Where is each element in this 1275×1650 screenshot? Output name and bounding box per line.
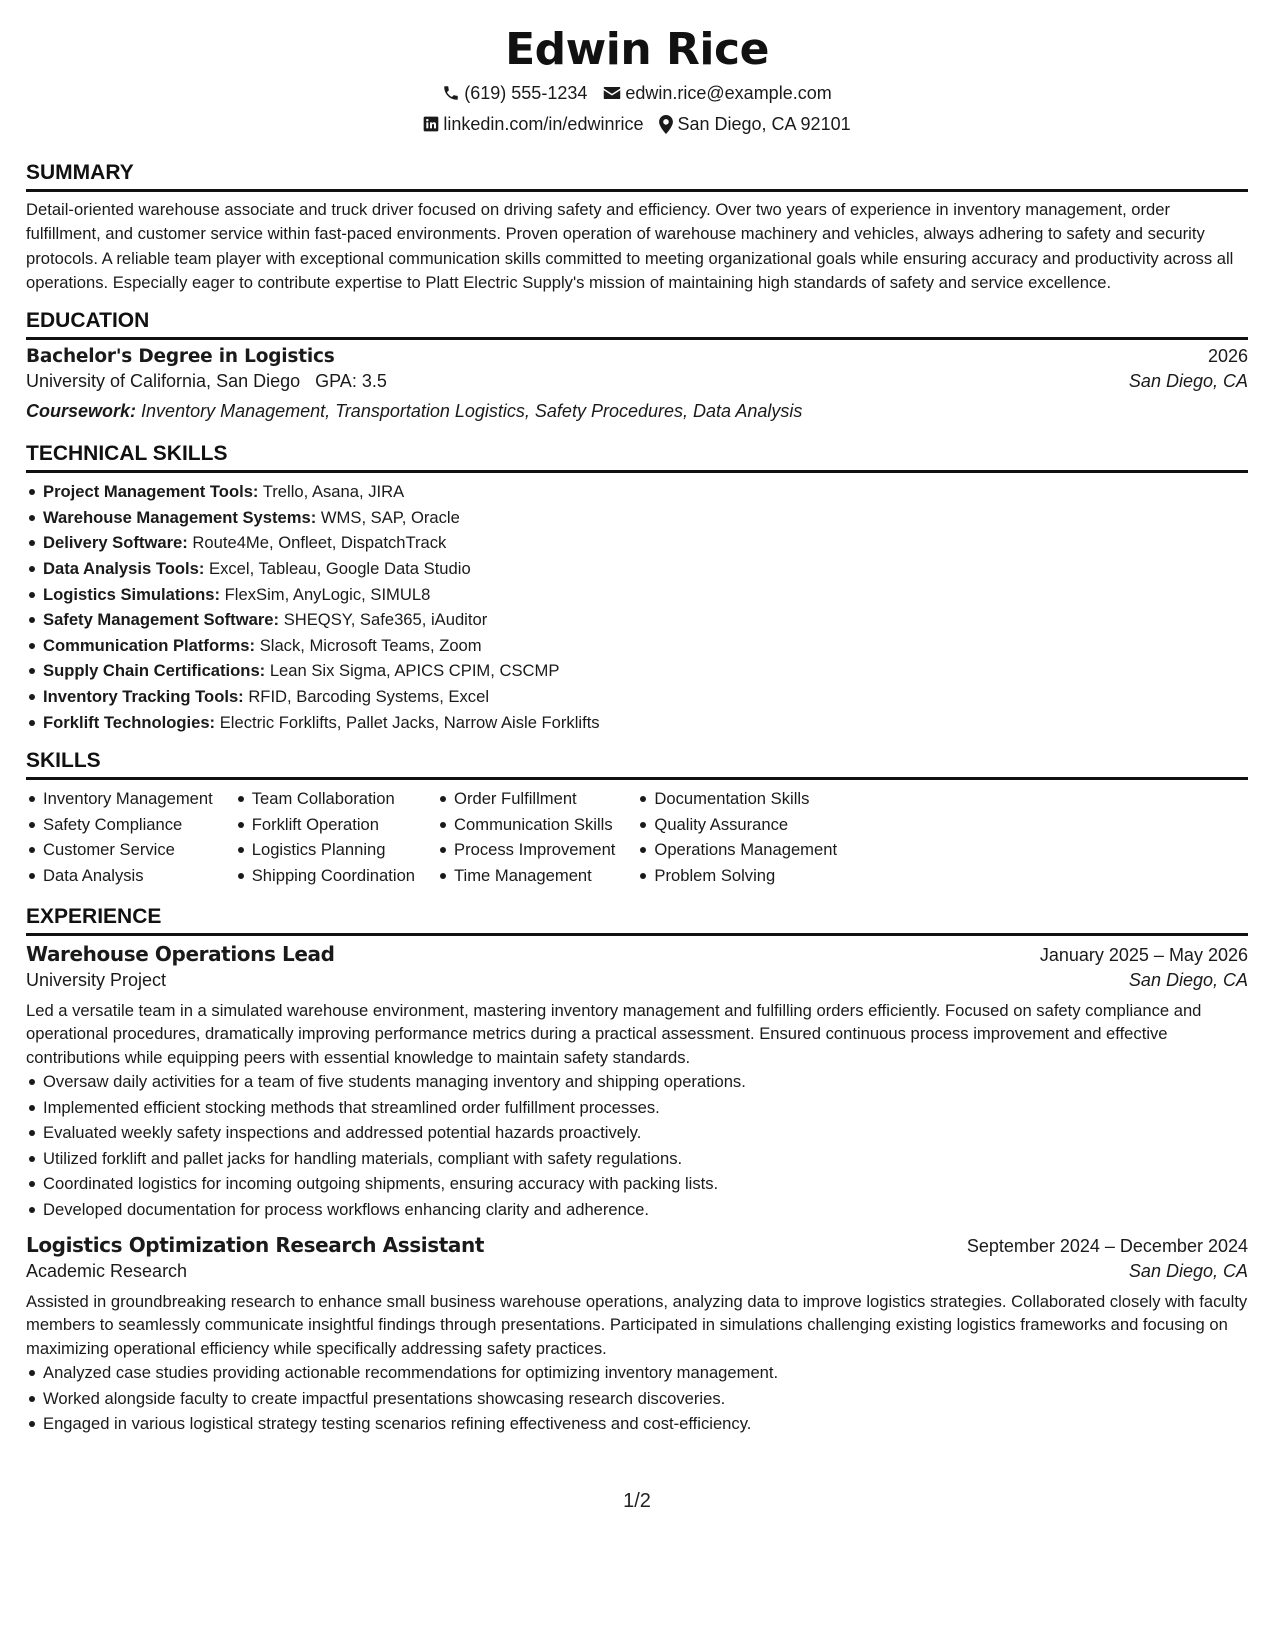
job-bullet: Engaged in various logistical strategy testing scenarios refining effectiveness and cost-efficiency. <box>26 1411 1248 1437</box>
technical-skill-item <box>26 607 1248 633</box>
graduation-year: 2026 <box>1207 346 1248 367</box>
technical-skill-value: SHEQSY, Safe365, iAuditor <box>283 610 488 630</box>
technical-skill-value: RFID, Barcoding Systems, Excel <box>248 686 490 706</box>
location-text: San Diego, CA 92101 <box>677 114 851 134</box>
email-text: edwin.rice@example.com <box>625 83 832 103</box>
skills-column-list <box>437 786 615 888</box>
technical-skill-value: FlexSim, AnyLogic, SIMUL8 <box>224 584 431 604</box>
technical-skill-item <box>26 505 1248 531</box>
skill-item: Shipping Coordination <box>235 863 415 889</box>
skill-item: Order Fulfillment <box>437 786 615 812</box>
technical-skill-label: Project Management Tools: <box>43 482 259 502</box>
job-title: Logistics Optimization Research Assistant <box>26 1232 484 1257</box>
technical-skill-label: Warehouse Management Systems: <box>43 507 317 527</box>
job-bullet: Coordinated logistics for incoming outgoing shipments, ensuring accuracy with packing lists. <box>26 1171 1248 1197</box>
technical-skill-label: Forklift Technologies: <box>43 712 216 732</box>
summary-heading: SUMMARY <box>26 159 1248 192</box>
skill-item: Time Management <box>437 863 615 889</box>
skill-item: Forklift Operation <box>235 812 415 838</box>
skill-item: Communication Skills <box>437 812 615 838</box>
page-number: 1/2 <box>623 1490 651 1512</box>
school-info <box>26 367 387 396</box>
technical-skill-item <box>26 530 1248 556</box>
school-name: University of California, San Diego <box>26 371 301 392</box>
job-dates: September 2024 – December 2024 <box>966 1235 1248 1256</box>
skills-column <box>26 786 213 888</box>
skill-item: Customer Service <box>26 837 213 863</box>
job-org-row <box>26 966 1248 995</box>
job-location: San Diego, CA <box>1128 1260 1248 1281</box>
phone-contact[interactable] <box>442 80 587 106</box>
technical-skill-item <box>26 658 1248 684</box>
education-degree-row <box>26 346 1248 367</box>
skill-item: Logistics Planning <box>235 837 415 863</box>
coursework-label: Coursework: <box>26 401 137 422</box>
coursework-list: Inventory Management, Transportation Logistics, Safety Procedures, Data Analysis <box>141 401 803 422</box>
job-org-row <box>26 1257 1248 1286</box>
technical-skills-list <box>26 479 1248 735</box>
degree-title: Bachelor's Degree in Logistics <box>26 346 335 368</box>
technical-skill-label: Logistics Simulations: <box>43 584 221 604</box>
skills-column-list <box>637 786 837 888</box>
job-description: Assisted in groundbreaking research to enhance small business warehouse operations, analyzing data to improve logistics strategies. Collaborated closely with faculty members to seamlessly communicate insightful findings through presentations. Participated in simulations challenging existing logistics frameworks and focusing on maximizing operational efficiency while specifically addressing safety practices. <box>26 1291 1248 1358</box>
summary-text: Detail-oriented warehouse associate and truck driver focused on driving safety and efficiency. Over two years of experience in inventory management, order fulfillment, and customer service within fast-paced environments. Proven operation of warehouse machinery and vehicles, always adhering to safety and security protocols. A reliable team player with exceptional communication skills committed to meeting organizational goals while ensuring accuracy and productivity across all operations. Especially eager to contribute expertise to Platt Electric Supply's mission of maintaining high standards of safety and service excellence. <box>26 200 1234 292</box>
education-school-row <box>26 367 1248 396</box>
education-heading: EDUCATION <box>26 307 1248 340</box>
skills-column <box>437 786 615 888</box>
linkedin-text: linkedin.com/in/edwinrice <box>443 114 644 134</box>
technical-skill-label: Delivery Software: <box>43 533 188 553</box>
skill-item: Documentation Skills <box>637 786 837 812</box>
experience-entry <box>26 1233 1248 1437</box>
skill-item: Data Analysis <box>26 863 213 889</box>
technical-skills-heading: TECHNICAL SKILLS <box>26 440 1248 473</box>
contact-row-1 <box>26 80 1248 106</box>
experience-entry <box>26 942 1248 1223</box>
skill-item: Quality Assurance <box>637 812 837 838</box>
technical-skill-value: Excel, Tableau, Google Data Studio <box>209 558 471 578</box>
technical-skill-label: Safety Management Software: <box>43 610 280 630</box>
skill-item: Process Improvement <box>437 837 615 863</box>
skill-item: Operations Management <box>637 837 837 863</box>
location-contact <box>659 111 850 137</box>
contact-row-2 <box>26 111 1248 137</box>
coursework-line <box>26 396 1248 426</box>
school-location: San Diego, CA <box>1128 371 1248 392</box>
job-bullet: Implemented efficient stocking methods that streamlined order fulfillment processes. <box>26 1095 1248 1121</box>
technical-skill-value: Trello, Asana, JIRA <box>262 482 405 502</box>
map-marker-icon <box>659 115 673 134</box>
skills-column <box>235 786 415 888</box>
candidate-name: Edwin Rice <box>505 24 769 75</box>
email-contact[interactable] <box>603 80 831 106</box>
job-title-row <box>26 1233 1248 1257</box>
skill-item: Inventory Management <box>26 786 213 812</box>
education-entry <box>26 346 1248 426</box>
job-bullet: Utilized forklift and pallet jacks for handling materials, compliant with safety regulations. <box>26 1146 1248 1172</box>
job-title: Warehouse Operations Lead <box>26 941 335 966</box>
skills-grid <box>26 786 1248 888</box>
job-organization: University Project <box>26 969 167 990</box>
phone-text: (619) 555-1234 <box>464 83 588 103</box>
technical-skill-label: Inventory Tracking Tools: <box>43 686 244 706</box>
job-location: San Diego, CA <box>1128 969 1248 990</box>
skills-column <box>637 786 837 888</box>
skills-heading: SKILLS <box>26 747 1248 780</box>
resume-page <box>26 0 1248 1650</box>
job-bullet: Worked alongside faculty to create impactful presentations showcasing research discoveries. <box>26 1386 1248 1412</box>
skill-item: Problem Solving <box>637 863 837 889</box>
technical-skill-label: Supply Chain Certifications: <box>43 661 266 681</box>
technical-skill-item <box>26 582 1248 608</box>
technical-skill-item <box>26 710 1248 736</box>
job-bullet: Developed documentation for process workflows enhancing clarity and adherence. <box>26 1197 1248 1223</box>
technical-skill-label: Communication Platforms: <box>43 635 256 655</box>
job-dates: January 2025 – May 2026 <box>1039 944 1248 965</box>
technical-skill-label: Data Analysis Tools: <box>43 558 205 578</box>
job-bullet: Oversaw daily activities for a team of five students managing inventory and shipping operations. <box>26 1069 1248 1095</box>
skill-item: Safety Compliance <box>26 812 213 838</box>
experience-list <box>26 942 1248 1437</box>
technical-skill-item <box>26 684 1248 710</box>
linkedin-icon <box>423 116 439 132</box>
gpa: GPA: 3.5 <box>315 371 387 392</box>
job-description: Led a versatile team in a simulated warehouse environment, mastering inventory management and fulfilling orders efficiently. Focused on safety compliance and operational procedures, dramatically improving performance metrics during a practical assessment. Ensured continuous process improvement and effective contributions while equipping peers with essential knowledge to maintain safety standards. <box>26 1000 1202 1067</box>
phone-icon <box>442 84 460 102</box>
technical-skill-value: Electric Forklifts, Pallet Jacks, Narrow Aisle Forklifts <box>219 712 600 732</box>
linkedin-contact[interactable] <box>423 111 643 137</box>
job-organization: Academic Research <box>26 1260 188 1281</box>
skills-column-list <box>26 786 213 888</box>
technical-skill-value: Lean Six Sigma, APICS CPIM, CSCMP <box>269 661 560 681</box>
technical-skill-item <box>26 479 1248 505</box>
skill-item: Team Collaboration <box>235 786 415 812</box>
job-bullets <box>26 1360 1248 1437</box>
job-title-row <box>26 942 1248 966</box>
technical-skill-item <box>26 556 1248 582</box>
technical-skill-value: WMS, SAP, Oracle <box>320 507 460 527</box>
technical-skill-item <box>26 633 1248 659</box>
job-bullet: Evaluated weekly safety inspections and addressed potential hazards proactively. <box>26 1120 1248 1146</box>
envelope-icon <box>603 85 621 101</box>
technical-skill-value: Slack, Microsoft Teams, Zoom <box>259 635 482 655</box>
job-bullets <box>26 1069 1248 1223</box>
skills-column-list <box>235 786 415 888</box>
experience-heading: EXPERIENCE <box>26 903 1248 936</box>
job-bullet: Analyzed case studies providing actionable recommendations for optimizing inventory management. <box>26 1360 1248 1386</box>
technical-skill-value: Route4Me, Onfleet, DispatchTrack <box>192 533 447 553</box>
